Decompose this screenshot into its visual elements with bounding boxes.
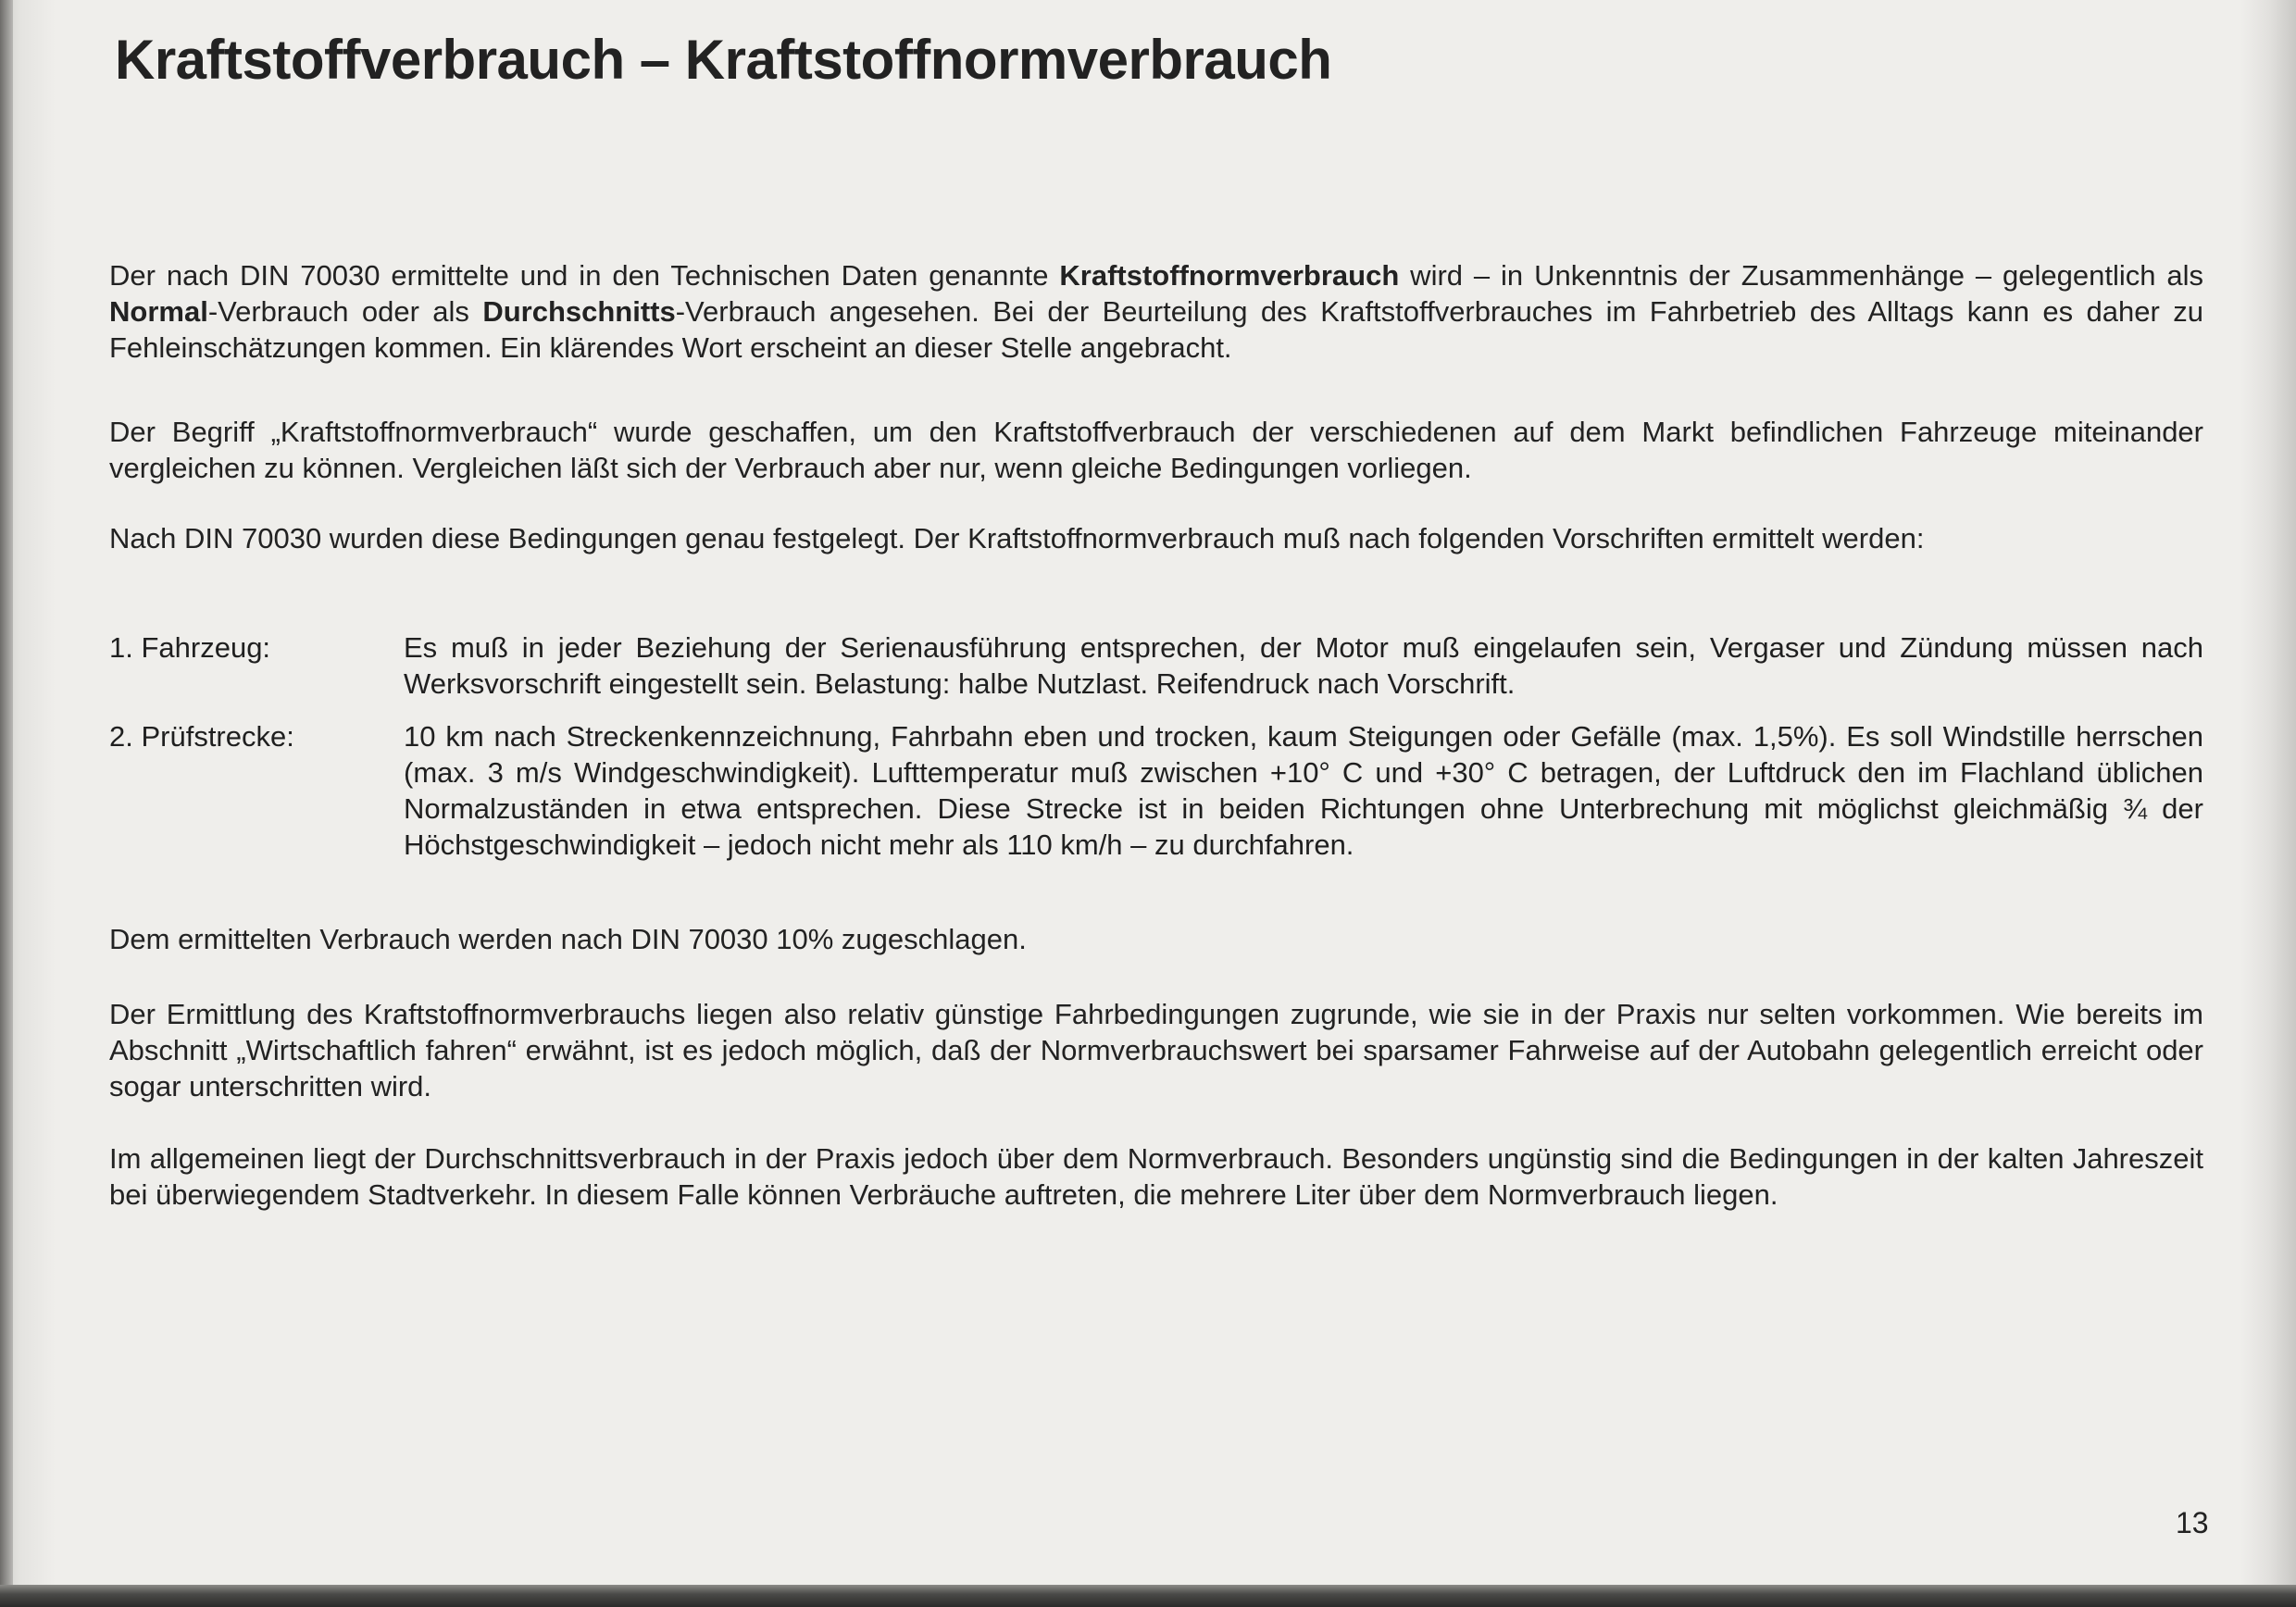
- intro-text-3: -Verbrauch oder als: [207, 295, 483, 328]
- intro-text-2: wird – in Unkenntnis der Zusammenhänge – gelegentlich als: [1399, 259, 2203, 292]
- page-bottom-edge: [0, 1585, 2296, 1607]
- condition-text: 10 km nach Streckenkennzeichnung, Fahrbahn eben und trocken, kaum Steigungen oder Gefälle (max. 1,5%). Es soll Windstille herrschen (max. 3 m/s Windgeschwindigkeit). Lufttemperatur muß zwischen +10° C und +30° C betragen, der Luftdruck den im Flachland üblichen Normalzuständen in etwa entsprechen. Diese Strecke ist in beiden Richtungen ohne Unterbrechung mit möglichst gleichmäßig ¾ der Höchstgeschwindigkeit – jedoch nicht mehr als 110 km/h – zu durchfahren.: [404, 720, 2203, 861]
- paragraph-din-conditions: Nach DIN 70030 wurden diese Bedingungen genau festgelegt. Der Kraftstoffnormverbrauch muß nach folgenden Vorschriften ermittelt werden:: [109, 522, 1925, 554]
- intro-text-4: -Verbrauch angesehen. Bei der Beurteilung des Kraftstoffverbrauches im Fahrbetrieb des Alltags kann es daher zu Fehleinschätzungen kommen. Ein klärendes Wort erscheint an dieser Stelle angebracht.: [109, 295, 2203, 364]
- intro-bold-3: Durchschnitts: [482, 295, 676, 328]
- paragraph-surcharge: Dem ermittelten Verbrauch werden nach DIN 70030 10% zugeschlagen.: [109, 923, 1027, 955]
- page-title: Kraftstoffverbrauch – Kraftstoffnormverbrauch: [115, 29, 1332, 91]
- condition-label: 1. Fahrzeug:: [109, 631, 271, 664]
- intro-bold-2: Normal: [109, 295, 208, 328]
- paragraph-favorable-conditions: Der Ermittlung des Kraftstoffnormverbrauchs liegen also relativ günstige Fahrbedingungen zugrunde, wie sie in der Praxis nur selten vorkommen. Wie bereits im Abschnitt „Wirtschaftlich fahren“ erwähnt, ist es jedoch möglich, daß der Normverbrauchswert bei sparsamer Fahrweise auf der Autobahn gelegentlich erreicht oder sogar unterschritten wird.: [109, 998, 2203, 1102]
- page-number: 13: [2176, 1506, 2209, 1539]
- intro-bold-1: Kraftstoffnormverbrauch: [1059, 259, 1400, 292]
- condition-label: 2. Prüfstrecke:: [109, 720, 294, 753]
- paragraph-intro: [109, 257, 2203, 366]
- paragraph-definition: Der Begriff „Kraftstoffnormverbrauch“ wurde geschaffen, um den Kraftstoffverbrauch der verschiedenen auf dem Markt befindlichen Fahrzeuge miteinander vergleichen zu können. Vergleichen läßt sich der Verbrauch aber nur, wenn gleiche Bedingungen vorliegen.: [109, 416, 2203, 484]
- intro-text-1: Der nach DIN 70030 ermittelte und in den Technischen Daten genannte: [109, 259, 1060, 292]
- paragraph-average-consumption: Im allgemeinen liegt der Durchschnittsverbrauch in der Praxis jedoch über dem Normverbrauch. Besonders ungünstig sind die Bedingungen in der kalten Jahreszeit bei überwiegendem Stadtverkehr. In diesem Falle können Verbräuche auftreten, die mehrere Liter über dem Normverbrauch liegen.: [109, 1142, 2203, 1211]
- condition-text: Es muß in jeder Beziehung der Serienausführung entsprechen, der Motor muß eingelaufen sein, Vergaser und Zündung müssen nach Werksvorschrift eingestellt sein. Belastung: halbe Nutzlast. Reifendruck nach Vorschrift.: [404, 631, 2203, 700]
- page-left-edge: [0, 0, 13, 1607]
